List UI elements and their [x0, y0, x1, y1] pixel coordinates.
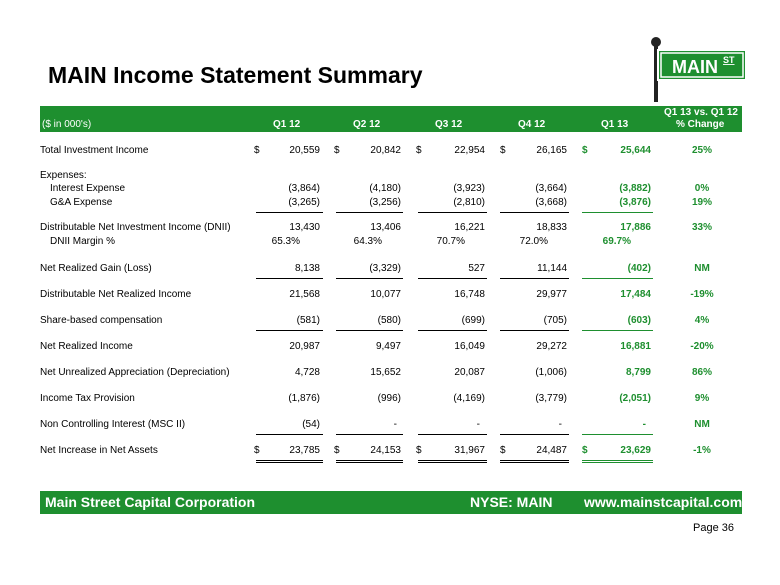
row-label: Net Unrealized Appreciation (Depreciation)	[40, 367, 230, 378]
row-label: Net Increase in Net Assets	[40, 445, 158, 456]
logo-text: MAIN	[672, 57, 718, 77]
value-q1-13: (3,876)	[619, 197, 651, 208]
value-q2-12: (996)	[377, 393, 401, 404]
double-underline	[256, 460, 323, 461]
change-value: -20%	[690, 341, 714, 352]
value-q3-12: (2,810)	[453, 197, 485, 208]
value-q1-13: (3,882)	[619, 183, 651, 194]
footer-company: Main Street Capital Corporation	[45, 494, 256, 510]
value-q2-12: 10,077	[370, 289, 401, 300]
value-q2-12: 15,652	[370, 367, 401, 378]
double-underline	[256, 462, 323, 463]
value-q1-13: 23,629	[620, 445, 651, 456]
unit-label: ($ in 000's)	[42, 119, 92, 130]
page-title: MAIN Income Statement Summary	[48, 62, 423, 88]
value-q2-12: 13,406	[370, 222, 401, 233]
change-value: NM	[694, 263, 710, 274]
value-q1-13: 25,644	[620, 145, 651, 156]
value-q2-12: -	[393, 419, 397, 430]
row-label: Net Realized Income	[40, 341, 133, 352]
row-label: Share-based compensation	[40, 315, 163, 326]
table-row	[0, 145, 780, 159]
value-q2-12: (580)	[377, 315, 401, 326]
double-underline	[336, 462, 403, 463]
underline	[336, 434, 403, 435]
value-q3-12: 22,954	[454, 145, 485, 156]
value-q2-12: 24,153	[370, 445, 401, 456]
value-q3-12: 16,221	[454, 222, 485, 233]
underline	[418, 278, 487, 279]
value-q4-12: (3,668)	[535, 197, 567, 208]
underline	[500, 330, 569, 331]
table-row	[0, 197, 780, 211]
underline	[582, 212, 653, 213]
value-q4-12: 29,272	[536, 341, 567, 352]
value-q2-12: 20,842	[370, 145, 401, 156]
table-row	[0, 236, 780, 250]
value-q1-13: 17,484	[620, 289, 651, 300]
dollar-sign: $	[500, 145, 506, 156]
underline	[500, 278, 569, 279]
table-header	[40, 106, 742, 132]
dollar-sign: $	[254, 445, 260, 456]
change-header-line1: Q1 13 vs. Q1 12	[664, 107, 738, 118]
footer-bar	[40, 491, 742, 514]
value-q2-12: 9,497	[375, 341, 401, 352]
footer-ticker: NYSE: MAIN	[470, 494, 553, 510]
value-q1-12: (3,265)	[288, 197, 320, 208]
value-q4-12: (3,664)	[535, 183, 567, 194]
value-q1-13: (2,051)	[619, 393, 651, 404]
row-label: Non Controlling Interest (MSC II)	[40, 419, 186, 430]
value-q1-13: 8,799	[625, 367, 651, 378]
value-q3-12: 16,748	[454, 289, 485, 300]
dollar-sign: $	[334, 445, 340, 456]
underline	[256, 330, 323, 331]
value-q4-12: 72.0%	[519, 236, 548, 247]
row-label: Total Investment Income	[40, 145, 149, 156]
change-header-line2: % Change	[676, 119, 725, 130]
value-q2-12: 64.3%	[353, 236, 382, 247]
double-underline	[582, 460, 653, 461]
value-q1-12: (581)	[296, 315, 320, 326]
change-value: -19%	[690, 289, 714, 300]
table-row	[0, 289, 780, 303]
underline	[582, 330, 653, 331]
table-row	[0, 170, 780, 184]
table-row	[0, 419, 780, 433]
row-label: Expenses:	[40, 170, 87, 181]
table-row	[0, 367, 780, 381]
double-underline	[500, 462, 569, 463]
value-q4-12: 11,144	[537, 263, 567, 274]
change-value: 25%	[691, 145, 712, 156]
value-q4-12: 26,165	[536, 145, 567, 156]
change-value: 33%	[691, 222, 712, 233]
dollar-sign: $	[416, 445, 422, 456]
column-q1-13: Q1 13	[601, 119, 629, 130]
value-q3-12: 16,049	[454, 341, 485, 352]
change-value: NM	[694, 419, 710, 430]
value-q1-13: (402)	[627, 263, 651, 274]
dollar-sign: $	[582, 445, 588, 456]
underline	[500, 434, 569, 435]
dollar-sign: $	[254, 145, 260, 156]
column-q3-12: Q3 12	[435, 119, 463, 130]
underline	[582, 434, 653, 435]
row-label: Distributable Net Investment Income (DNII)	[40, 222, 231, 233]
double-underline	[582, 462, 653, 463]
value-q3-12: -	[476, 419, 480, 430]
dollar-sign: $	[582, 145, 588, 156]
main-street-sign-logo	[640, 36, 750, 102]
underline	[256, 434, 323, 435]
underline	[418, 330, 487, 331]
footer-website[interactable]: www.mainstcapital.com	[584, 494, 743, 510]
value-q1-13: 17,886	[620, 222, 651, 233]
page-number: Page 36	[693, 522, 734, 534]
change-value: 0%	[694, 183, 710, 194]
value-q1-12: 21,568	[289, 289, 320, 300]
change-value: 86%	[691, 367, 712, 378]
row-label: Net Realized Gain (Loss)	[40, 263, 152, 274]
underline	[336, 212, 403, 213]
value-q3-12: (699)	[461, 315, 485, 326]
value-q1-12: 13,430	[289, 222, 320, 233]
table-row	[0, 183, 780, 197]
row-label: G&A Expense	[50, 197, 113, 208]
dollar-sign: $	[500, 445, 506, 456]
value-q4-12: 29,977	[536, 289, 567, 300]
table-row	[0, 315, 780, 329]
value-q4-12: 18,833	[536, 222, 567, 233]
value-q4-12: (1,006)	[535, 367, 567, 378]
double-underline	[336, 460, 403, 461]
underline	[418, 434, 487, 435]
logo-superscript: ST	[723, 55, 735, 65]
table-row	[0, 341, 780, 355]
underline	[256, 212, 323, 213]
column-q4-12: Q4 12	[518, 119, 546, 130]
change-value: 9%	[694, 393, 710, 404]
value-q3-12: 70.7%	[436, 236, 465, 247]
value-q4-12: 24,487	[536, 445, 567, 456]
column-q1-12: Q1 12	[273, 119, 301, 130]
value-q2-12: (3,256)	[369, 197, 401, 208]
row-label: Income Tax Provision	[40, 393, 135, 404]
underline	[336, 330, 403, 331]
underline	[418, 212, 487, 213]
value-q3-12: (3,923)	[453, 183, 485, 194]
value-q4-12: (3,779)	[535, 393, 567, 404]
value-q1-12: 8,138	[294, 263, 320, 274]
value-q1-12: (1,876)	[288, 393, 320, 404]
value-q3-12: 31,967	[454, 445, 485, 456]
table-row	[0, 393, 780, 407]
change-value: 4%	[694, 315, 710, 326]
row-label: DNII Margin %	[50, 236, 116, 247]
value-q2-12: (3,329)	[369, 263, 401, 274]
value-q1-12: (3,864)	[288, 183, 320, 194]
column-q2-12: Q2 12	[353, 119, 381, 130]
value-q1-12: 20,559	[289, 145, 320, 156]
underline	[582, 278, 653, 279]
double-underline	[500, 460, 569, 461]
value-q1-12: 20,987	[289, 341, 320, 352]
table-row	[0, 222, 780, 236]
table-row	[0, 263, 780, 277]
value-q1-13: -	[642, 419, 646, 430]
row-label: Interest Expense	[50, 183, 126, 194]
underline	[336, 278, 403, 279]
value-q1-12: 65.3%	[271, 236, 300, 247]
double-underline	[418, 462, 487, 463]
change-value: 19%	[691, 197, 712, 208]
value-q1-13: (603)	[627, 315, 651, 326]
double-underline	[418, 460, 487, 461]
underline	[256, 278, 323, 279]
value-q1-12: 4,728	[294, 367, 320, 378]
value-q1-12: (54)	[302, 419, 320, 430]
value-q4-12: (705)	[543, 315, 567, 326]
value-q4-12: -	[558, 419, 562, 430]
value-q2-12: (4,180)	[369, 183, 401, 194]
value-q3-12: 527	[468, 263, 485, 274]
value-q1-13: 16,881	[620, 341, 651, 352]
underline	[500, 212, 569, 213]
dollar-sign: $	[416, 145, 422, 156]
change-value: -1%	[693, 445, 711, 456]
table-row	[0, 445, 780, 459]
value-q3-12: 20,087	[454, 367, 485, 378]
row-label: Distributable Net Realized Income	[40, 289, 192, 300]
value-q1-13: 69.7%	[602, 236, 631, 247]
value-q3-12: (4,169)	[453, 393, 485, 404]
value-q1-12: 23,785	[289, 445, 320, 456]
dollar-sign: $	[334, 145, 340, 156]
